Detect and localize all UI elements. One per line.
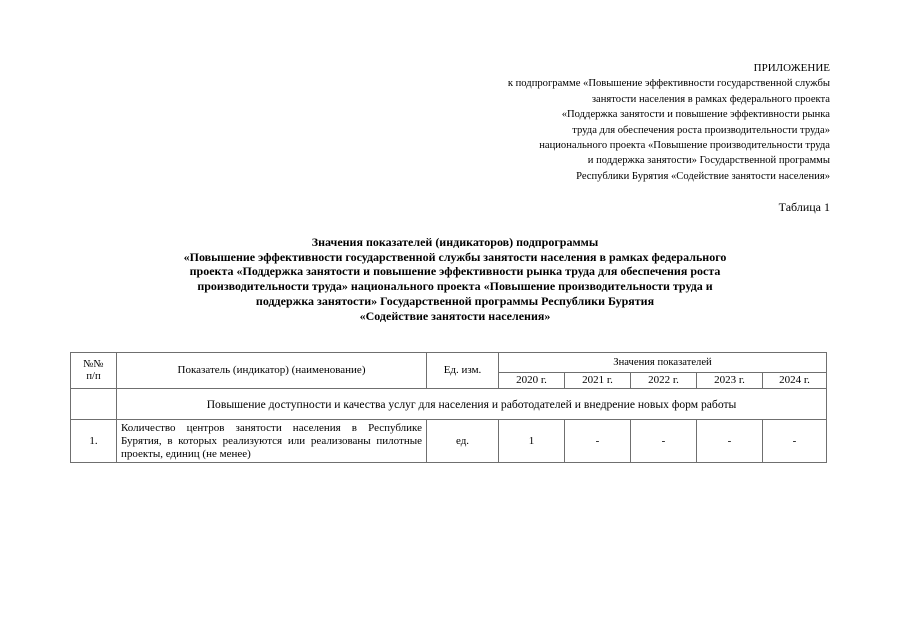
table-header-row	[71, 353, 827, 373]
title-line: «Содействие занятости населения»	[359, 308, 551, 323]
table-label: Таблица 1	[778, 200, 830, 214]
header-number-line1: №№	[83, 358, 104, 370]
title-line: Значения показателей (индикаторов) подпрограммы	[311, 235, 599, 249]
appendix-line: и поддержка занятости» Государственной программы	[587, 155, 830, 167]
row-indicator: Количество центров занятости населения в Республике Бурятия, в которых реализуются или реализованы пилотные проекты, единиц (не менее)	[117, 420, 427, 463]
row-unit: ед.	[427, 420, 499, 463]
title-line: производительности труда» национального проекта «Повышение производительности труда и	[197, 279, 713, 294]
row-value-2021: -	[565, 420, 631, 463]
table-row	[71, 420, 827, 463]
row-value-2023: -	[697, 420, 763, 463]
header-number-line2: п/п	[86, 370, 101, 382]
appendix-line: Республики Бурятия «Содействие занятости населения»	[576, 170, 830, 182]
row-value-2020: 1	[499, 420, 565, 463]
header-unit: Ед. изм.	[427, 353, 499, 389]
appendix-line: к подпрограмме «Повышение эффективности государственной службы	[507, 78, 830, 90]
header-year: 2024 г.	[763, 373, 827, 389]
appendix-line: занятости населения в рамках федерального проекта	[591, 93, 830, 105]
title-line: «Повышение эффективности государственной службы занятости населения в рамках федерального	[183, 249, 727, 264]
header-year: 2023 г.	[697, 373, 763, 389]
header-indicator: Показатель (индикатор) (наименование)	[117, 353, 427, 389]
title-line: проекта «Поддержка занятости и повышение эффективности рынка труда для обеспечения роста	[189, 264, 721, 279]
indicators-table	[70, 352, 827, 463]
section-row	[71, 389, 827, 420]
section-number-cell	[71, 389, 117, 420]
section-title: Повышение доступности и качества услуг для населения и работодателей и внедрение новых форм работы	[117, 389, 827, 420]
title-line: поддержка занятости» Государственной программы Республики Бурятия	[255, 293, 655, 308]
header-year: 2021 г.	[565, 373, 631, 389]
appendix-title: ПРИЛОЖЕНИЕ	[753, 62, 830, 74]
header-year: 2022 г.	[631, 373, 697, 389]
appendix-line: национального проекта «Повышение производительности труда	[539, 140, 830, 152]
header-number	[71, 353, 117, 389]
row-value-2022: -	[631, 420, 697, 463]
header-year: 2020 г.	[499, 373, 565, 389]
header-values-group: Значения показателей	[499, 353, 827, 373]
appendix-line: труда для обеспечения роста производительности труда»	[572, 124, 830, 136]
appendix-line: «Поддержка занятости и повышение эффективности рынка	[561, 109, 830, 121]
row-value-2024: -	[763, 420, 827, 463]
row-number: 1.	[71, 420, 117, 463]
appendix-block	[310, 61, 830, 184]
document-title	[60, 235, 850, 323]
